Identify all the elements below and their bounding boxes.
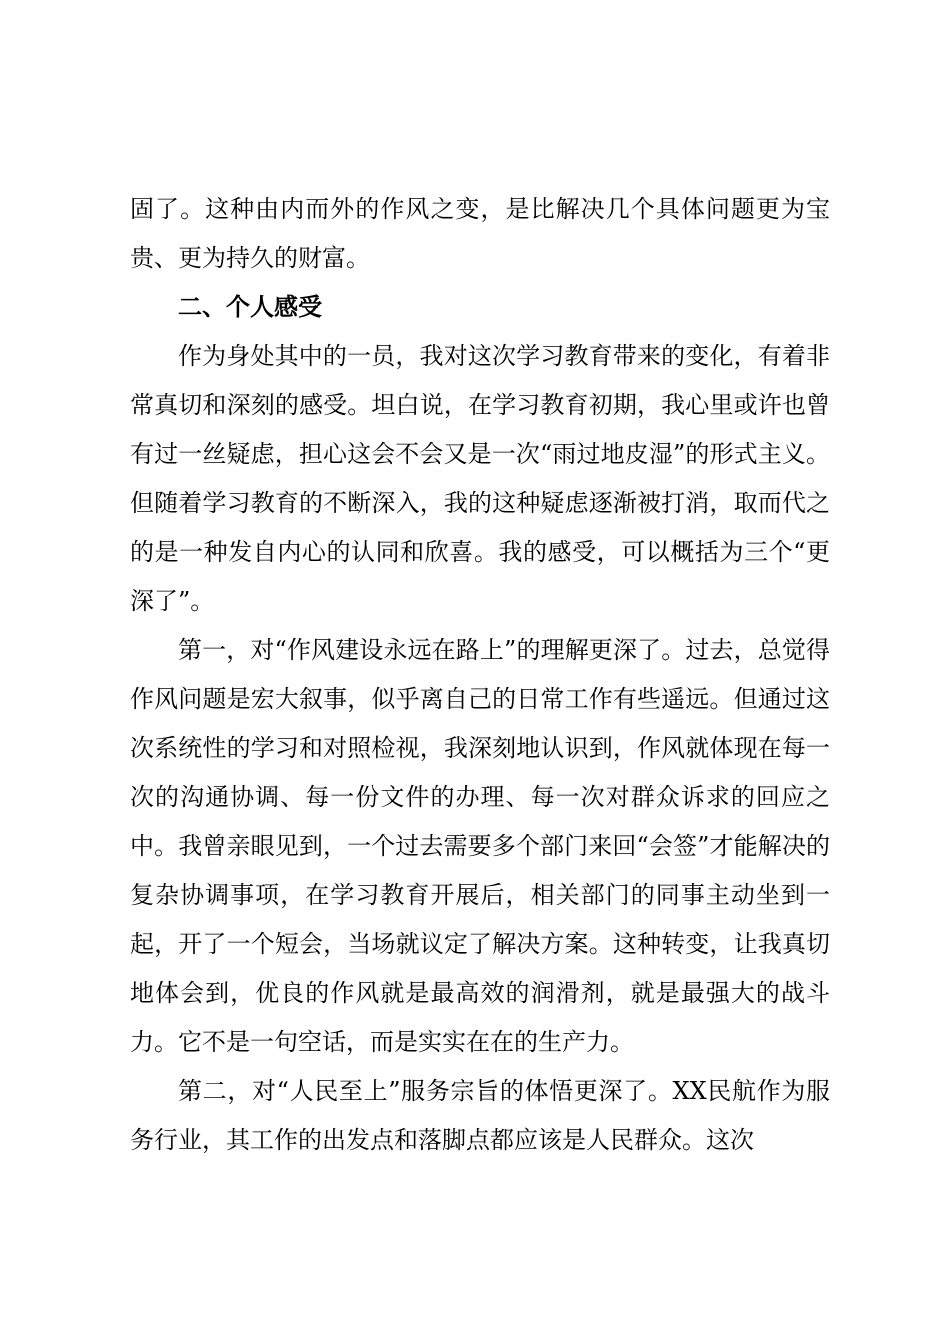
paragraph-second-point: 第二，对“人民至上”服务宗旨的体悟更深了。XX民航作为服务行业，其工作的出发点和落脚点都应该是人民群众。这次: [130, 1077, 830, 1154]
paragraph-intro: 作为身处其中的一员，我对这次学习教育带来的变化，有着非常真切和深刻的感受。坦白说，在学习教育初期，我心里或许也曾有过一丝疑虑，担心这会不会又是一次“雨过地皮湿”的形式主义。但随着学习教育的不断深入，我的这种疑虑逐渐被打消，取而代之的是一种发自内心的认同和欣喜。我的感受，可以概括为三个“更深了”。: [130, 342, 830, 615]
paragraph-first-point: 第一，对“作风建设永远在路上”的理解更深了。过去，总觉得作风问题是宏大叙事，似乎离自己的日常工作有些遥远。但通过这次系统性的学习和对照检视，我深刻地认识到，作风就体现在每一次的沟通协调、每一份文件的办理、每一次对群众诉求的回应之中。我曾亲眼见到，一个过去需要多个部门来回“会签”才能解决的复杂协调事项，在学习教育开展后，相关部门的同事主动坐到一起，开了一个短会，当场就议定了解决方案。这种转变，让我真切地体会到，优良的作风就是最高效的润滑剂，就是最强大的战斗力。它不是一句空话，而是实实在在的生产力。: [130, 636, 830, 1056]
continuation-paragraph: 固了。这种由内而外的作风之变，是比解决几个具体问题更为宝贵、更为持久的财富。: [130, 195, 830, 272]
document-body: [130, 185, 830, 1165]
section-heading: 二、个人感受: [178, 293, 322, 321]
